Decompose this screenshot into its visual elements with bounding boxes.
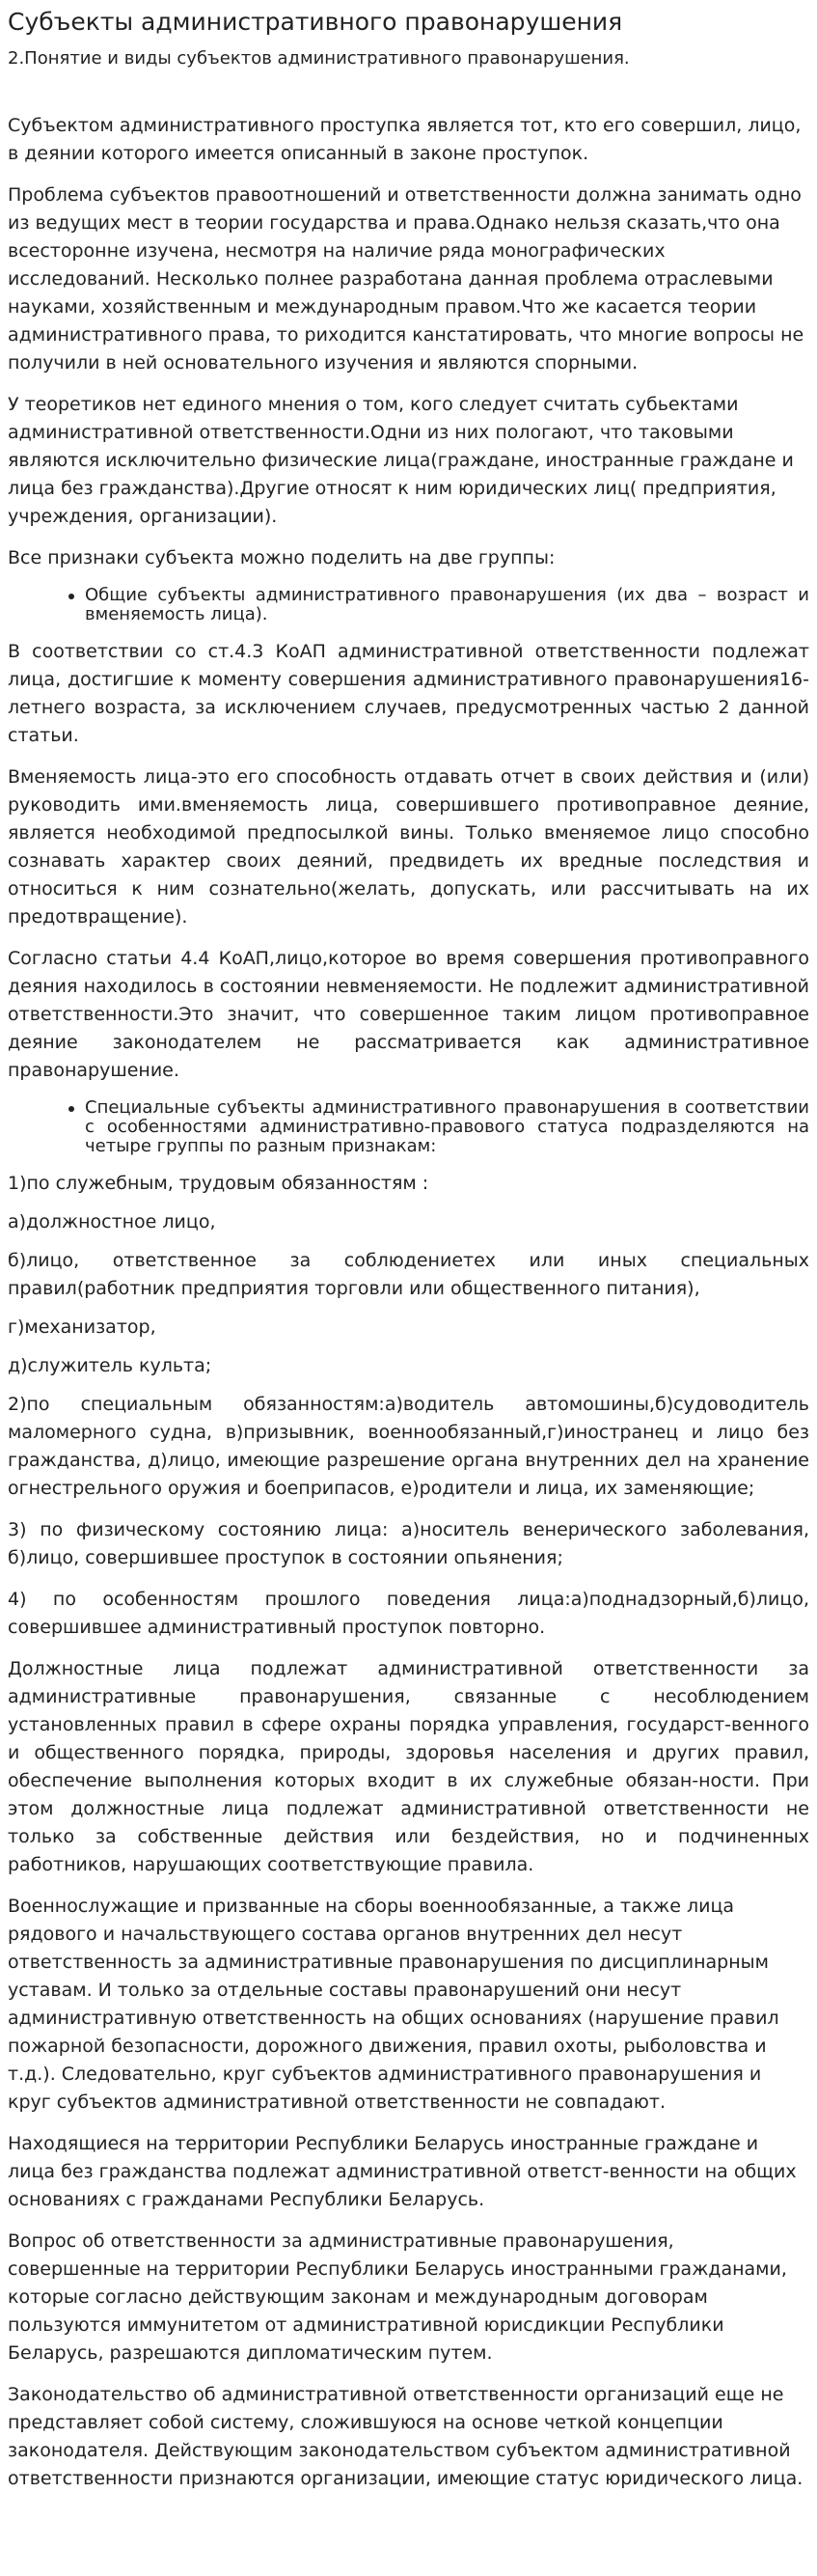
paragraph-foreigners: Находящиеся на территории Республики Беларусь иностранные граждане и лица без гражданства подлежат административной ответст-венности на общих основаниях с гражданами Республики Беларусь. [8, 2133, 797, 2210]
bullet-list-special [8, 1098, 809, 1156]
paragraph-age: В соответствии со ст.4.3 КоАП административной ответственности подлежат лица, достигшие к моменту совершения административного правонарушения16-летнего возраста, за исключением случаев, предусмотренных частью 2 данной статьи. [8, 641, 809, 746]
section-subtitle: 2.Понятие и виды субъектов административного правонарушения. [8, 48, 630, 69]
paragraph-problem-of-subjects: Проблема субъектов правоотношений и ответственности должна занимать одно из ведущих мест в теории государства и права.Однако нельзя сказать,что она всесторонне изучена, несмотря на наличие ряда монографических исследований. Несколько полнее разработана данная проблема отраслевыми науками, хозяйственным и международным правом.Что же касается теории административного права, то риходится канстатировать, что многие вопросы не получили в ней основательного изучения и являются спорными. [8, 184, 804, 374]
paragraph-group-3: 3) по физическому состоянию лица: а)носитель венерического заболевания, б)лицо, совершившее проступок в состоянии опьянения; [8, 1519, 809, 1568]
paragraph-group-1a: а)должностное лицо, [8, 1211, 216, 1233]
bullet-dot-icon [68, 1106, 74, 1112]
bullet-list-general [8, 586, 809, 624]
paragraph-organizations: Законодательство об административной ответственности организаций еще не представляет собой систему, сложившуюся на основе четкой концепции законодателя. Действующим законодательством субъектом административной ответственности признаются организации, имеющие статус юридического лица. [8, 2384, 803, 2489]
paragraph-theorists-opinions: У теоретиков нет единого мнения о том, кого следует считать субьектами административной ответственности.Одни из них пологают, что таковыми являются исключительно физические лица(граждане, иностранные граждане и лица без гражданства).Другие относят к ним юридических лиц( предприятия, учреждения, организации). [8, 394, 794, 527]
list-item-text: Общие субъекты административного правонарушения (их два – возраст и вменяемость лица). [85, 585, 809, 624]
paragraph-insanity: Согласно статьи 4.4 КоАП,лицо,которое во время совершения противоправного деяния находилось в состоянии невменяемости. Не подлежит административной ответственности.Это значит, что совершенное таким лицом противоправное деяние законодателем не рассматривается как административное правонарушение. [8, 948, 809, 1081]
paragraph-diplomatic-immunity: Вопрос об ответственности за административные правонарушения, совершенные на территории Республики Беларусь иностранными гражданами, которые согласно действующим законам и международным договорам пользуются иммунитетом от административной юрисдикции Республики Беларусь, разрешаются дипломатическим путем. [8, 2230, 787, 2364]
page-title: Субъекты административного правонарушения [8, 8, 623, 36]
list-item-text: Специальные субъекты административного правонарушения в соответствии с особенностями административно-правового статуса подразделяются на четыре группы по разным признакам: [85, 1097, 809, 1156]
list-item-general-subjects [85, 586, 809, 624]
paragraph-group-1b: б)лицо, ответственное за соблюдениетех или иных специальных правил(работник предприятия торговли или общественного питания), [8, 1250, 809, 1299]
paragraph-group-1d: д)служитель культа; [8, 1355, 212, 1376]
paragraph-group-1: 1)по служебным, трудовым обязанностям : [8, 1173, 429, 1194]
bullet-dot-icon [68, 594, 74, 599]
paragraph-subject-definition: Субъектом административного проступка является тот, кто его совершил, лицо, в деянии которого имеется описанный в законе проступок. [8, 115, 802, 164]
paragraph-officials: Должностные лица подлежат административной ответственности за административные правонарушения, связанные с несоблюдением установленных правил в сфере охраны порядка управления, государст-венного и общественного порядка, природы, здоровья населения и других правил, обеспечение выполнения которых входит в их служебные обязан-ности. При этом должностные лица подлежат административной ответственности не только за собственные действия или бездействия, но и подчиненных работников, нарушающих соответствующие правила. [8, 1658, 809, 1875]
paragraph-military: Военнослужащие и призванные на сборы военнообязанные, а также лица рядового и начальствующего состава органов внутренних дел несут ответственность за административные правонарушения по дисциплинарным уставам. И только за отдельные составы правонарушений они несут административную ответственность на общих основаниях (нарушение правил пожарной безопасности, дорожного движения, правил охоты, рыболовства и т.д.). Следовательно, круг субъектов административного правонарушения и круг субъектов административной ответственности не совпадают. [8, 1896, 779, 2113]
paragraph-group-1g: г)механизатор, [8, 1316, 156, 1338]
paragraph-sanity: Вменяемость лица-это его способность отдавать отчет в своих действия и (или) руководить ими.вменяемость лица, совершившего противоправное деяние, является необходимой предпосылкой вины. Только вменяемое лицо способно сознавать характер своих деяний, предвидеть их вредные последствия и относиться к ним сознательно(желать, допускать, или рассчитывать на их предотвращение). [8, 766, 809, 928]
paragraph-group-4: 4) по особенностям прошлого поведения лица:а)поднадзорный,б)лицо, совершившее административный проступок повторно. [8, 1589, 809, 1638]
paragraph-two-groups: Все признаки субъекта можно поделить на две группы: [8, 547, 556, 568]
paragraph-group-2: 2)по специальным обязанностям:а)водитель автомошины,б)судоводитель маломерного судна, в)призывник, военнообязанный,г)иностранец и лицо без гражданства, д)лицо, имеющие разрешение органа внутренних дел на хранение огнестрельного оружия и боеприпасов, е)родители и лица, их заменяющие; [8, 1394, 809, 1499]
list-item-special-subjects [85, 1098, 809, 1156]
